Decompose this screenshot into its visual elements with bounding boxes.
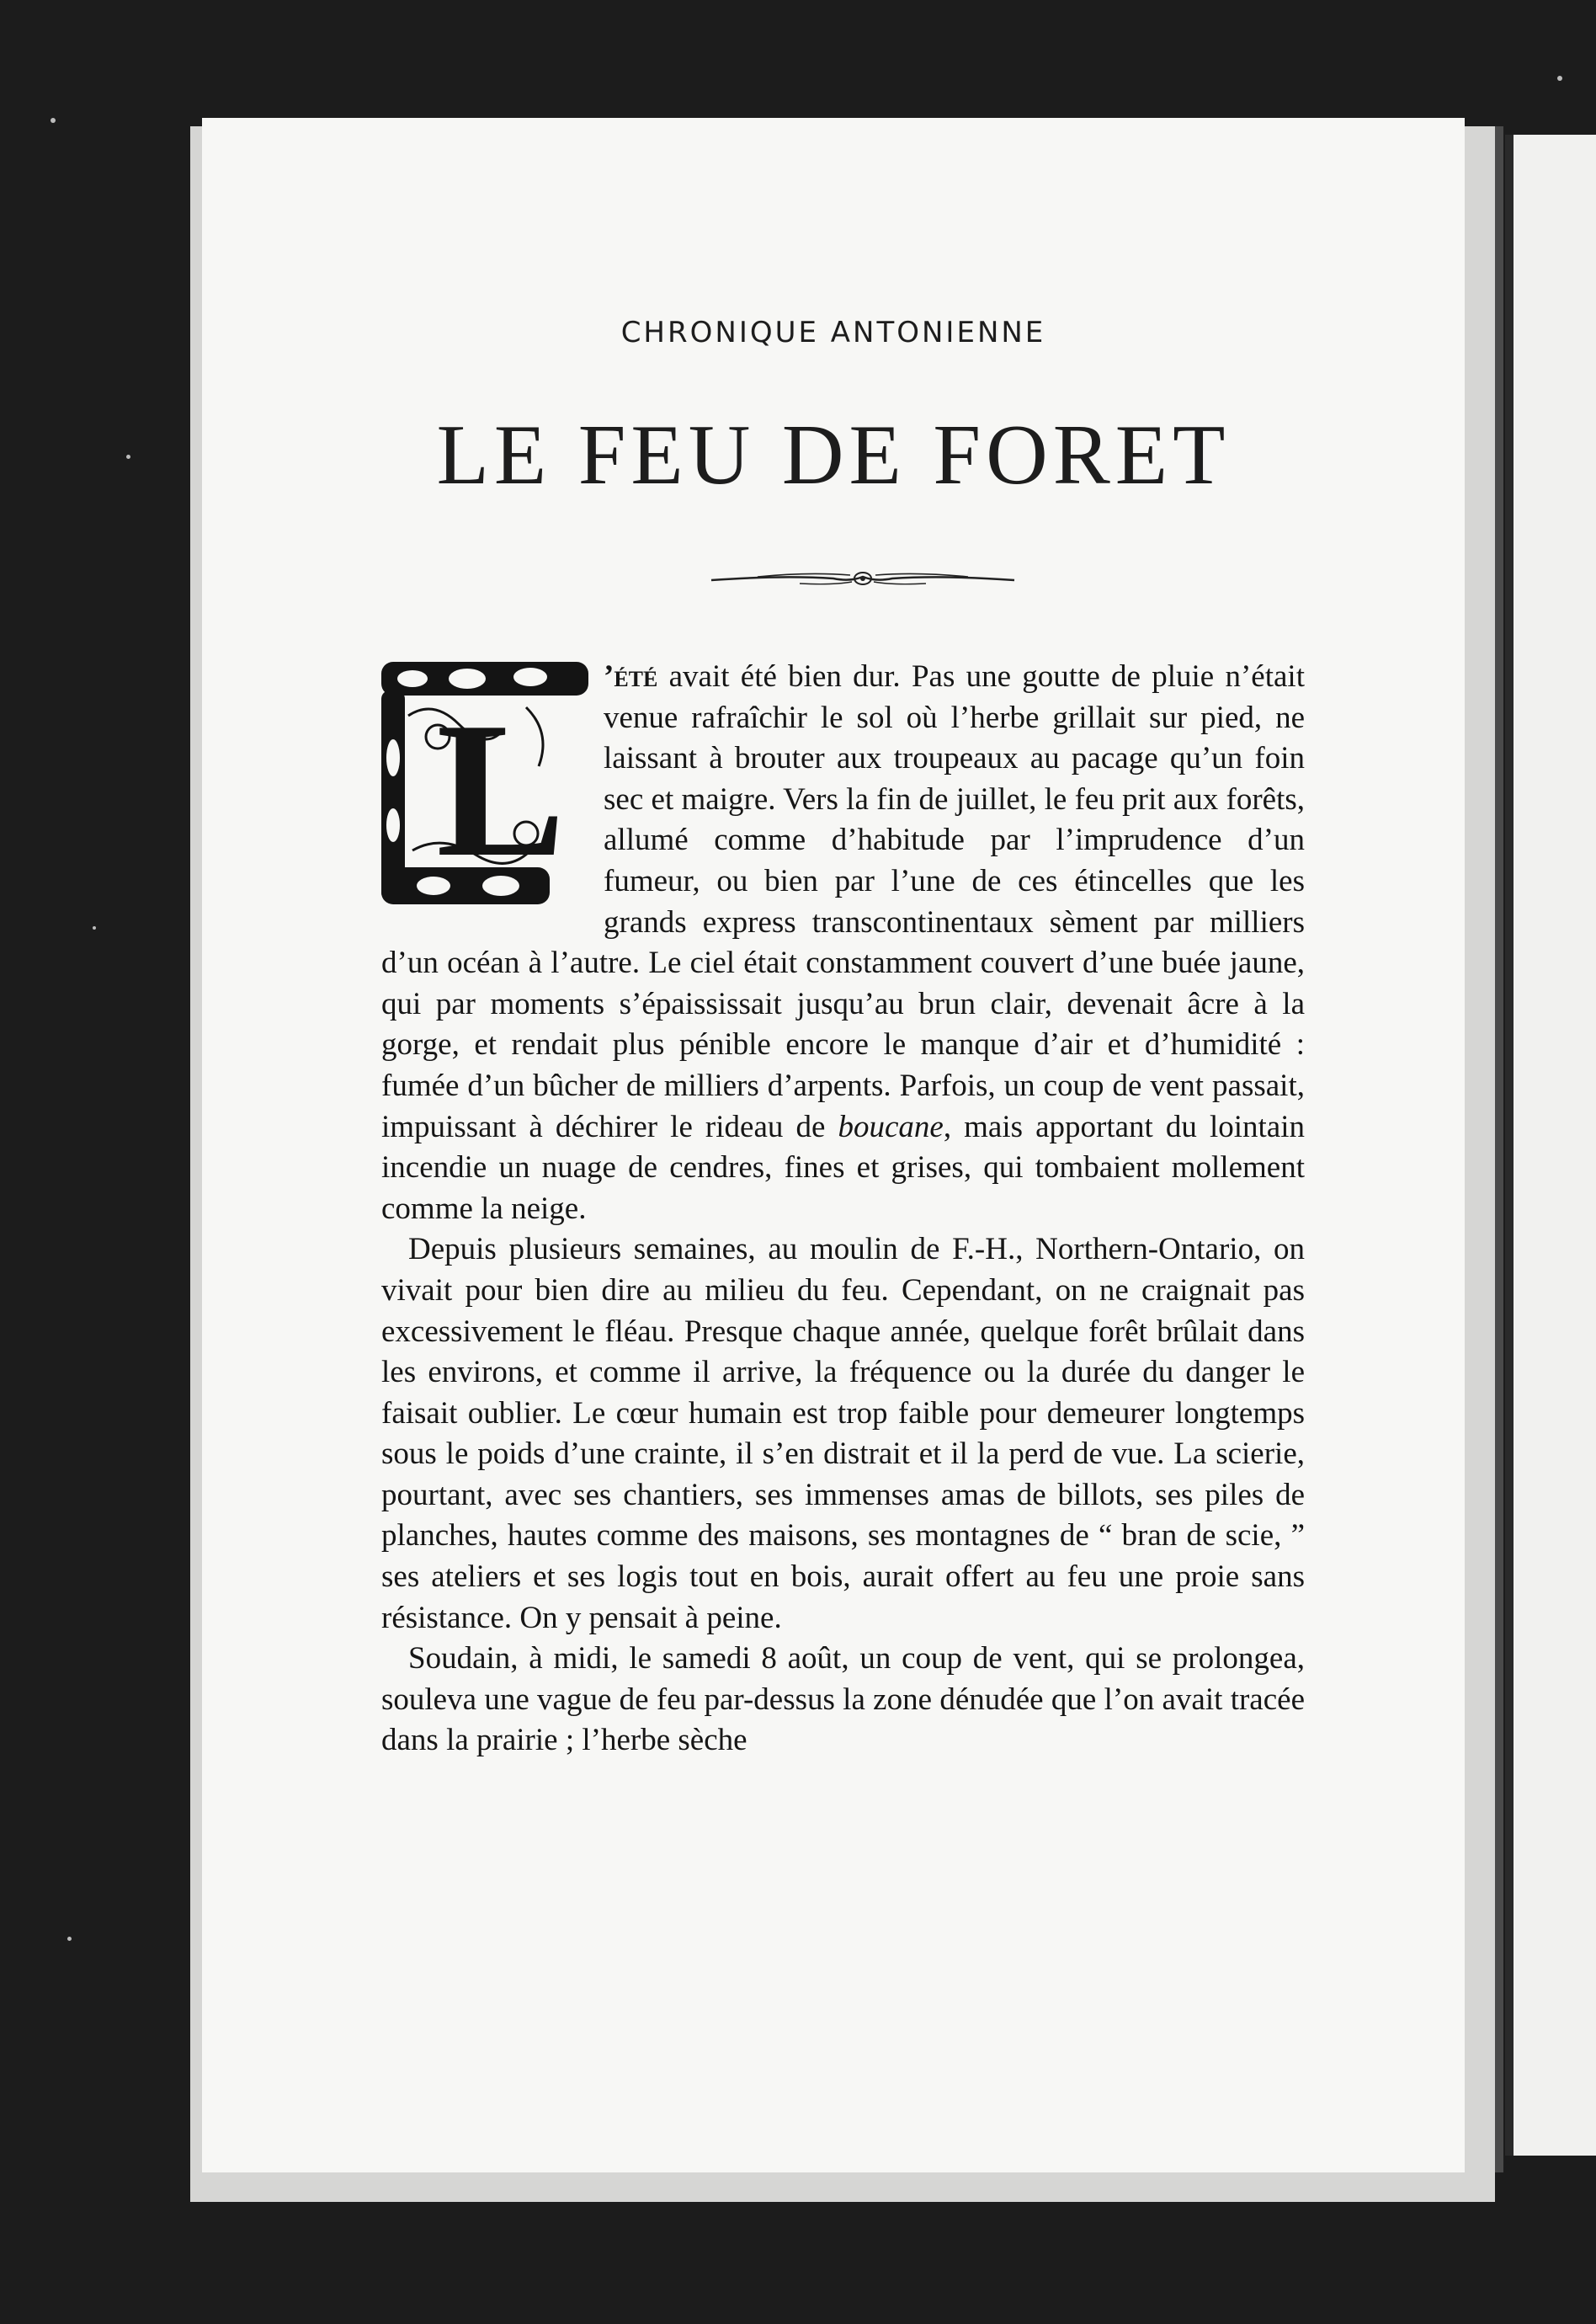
- article-body: [381, 657, 1305, 1762]
- paragraph-1-tail: , mais apportant du lointain incendie un nuage de cendres, fines et grises, qui tombaient mollement comme la neige.: [381, 1109, 1305, 1226]
- paragraph-1-italic: boucane: [838, 1109, 944, 1144]
- page-title: LE FEU DE FORET: [436, 408, 1231, 503]
- film-speck: [67, 1937, 72, 1941]
- paragraph-1-text: avait été bien dur. Pas une goutte de pluie n’était venue rafraîchir le sol où l’herbe grillait sur pied, ne laissant à brouter aux troupeaux au pacage qu’un foin sec et maigre. Vers la fin de juillet, le feu prit aux forêts, allumé comme d’habitude par l’imprudence d’un fumeur, ou bien par l’une de ces étincelles que les grands express transcontinentaux sèment par milliers d’un océan à l’autre. Le ciel était constamment couvert d’une buée jaune, qui par moments s’épaississait jusqu’au brun clair, devenait âcre à la gorge, et rendait plus pénible encore le manque d’air et d’humidité : fumée d’un bûcher de milliers d’arpents. Parfois, un coup de vent passait, impuissant à déchirer le rideau de: [381, 659, 1305, 1144]
- paragraph-2: Depuis plusieurs semaines, au moulin de F.-H., Northern-Ontario, on vivait pour bien dire au milieu du feu. Cependant, on ne craignait pas excessivement le fléau. Presque chaque année, quelque forêt brûlait dans les environs, et comme il arrive, la fréquence ou la durée du danger le faisait oublier. Le cœur humain est trop faible pour demeurer longtemps sous le poids d’une crainte, il s’en distrait et il la perd de vue. La scierie, pourtant, avec ses chantiers, ses immenses amas de billots, ses piles de planches, hautes comme des maisons, ses montagnes de “ bran de scie, ” ses ateliers et ses logis tout en bois, aurait offert au feu une proie sans résistance. On y pensait à peine.: [381, 1232, 1305, 1635]
- next-page-edge: [1505, 135, 1596, 2156]
- paragraph-3: Soudain, à midi, le samedi 8 août, un coup de vent, qui se prolongea, souleva une vague de feu par-dessus la zone dénudée que l’on avait tracée dans la prairie ; l’herbe sèche: [381, 1641, 1305, 1758]
- film-speck: [51, 118, 56, 123]
- paragraph-1-lead: ’été: [604, 659, 658, 694]
- dropcap-letter-l-icon: [375, 657, 595, 909]
- dropcap-glyph: L: [436, 682, 566, 897]
- ornament-rule-icon: [707, 560, 1019, 594]
- film-speck: [93, 926, 96, 930]
- film-speck: [1557, 76, 1562, 81]
- book-page: [202, 118, 1465, 2172]
- film-speck: [126, 455, 130, 459]
- section-heading: CHRONIQUE ANTONIENNE: [620, 316, 1046, 349]
